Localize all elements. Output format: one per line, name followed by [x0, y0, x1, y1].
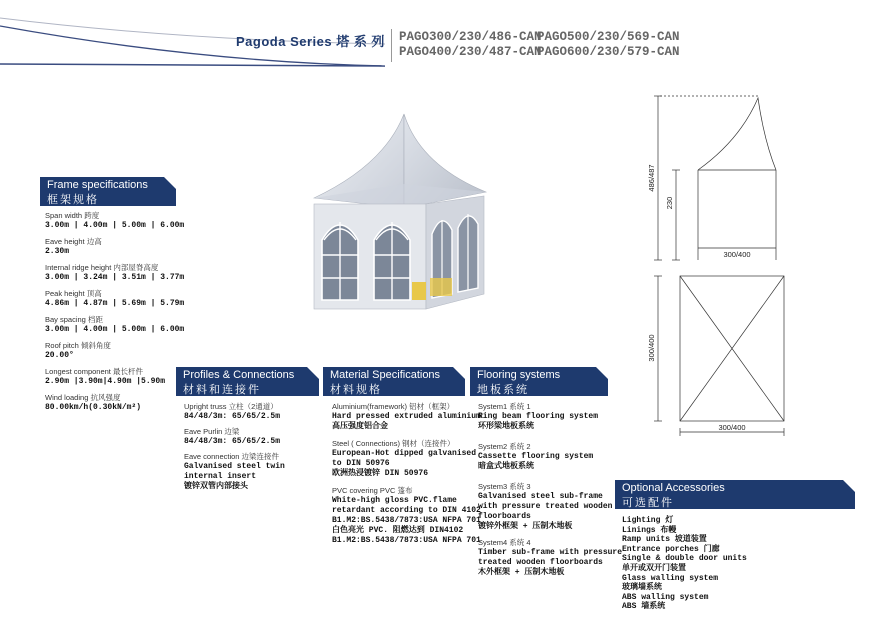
- spec-value: 2.30m: [45, 247, 70, 256]
- material-line: White-high gloss PVC.flame: [332, 496, 457, 505]
- flooring-line: floorboards: [478, 512, 531, 521]
- plan-drawing: [640, 268, 800, 438]
- spec-value: 80.00km/h(0.30kN/m²): [45, 403, 142, 412]
- flooring-line: with pressure treated wooden: [478, 502, 613, 511]
- spec-label: Peak height 顶高: [45, 289, 102, 298]
- flooring-line: Galvanised steel sub-frame: [478, 492, 603, 501]
- profile-value: 84/48/3m: 65/65/2.5m: [184, 412, 281, 421]
- material-label: Aluminium(framework) 铝材（框架）: [332, 402, 455, 411]
- spec-value: 4.86m | 4.87m | 5.69m | 5.79m: [45, 299, 185, 308]
- material-line: 欧洲热浸镀锌 DIN 50976: [332, 469, 429, 478]
- profile-label: Upright truss 立柱（2通道）: [184, 402, 278, 411]
- profile-label: Eave connection 边梁连接件: [184, 452, 280, 461]
- model-code: PAGO500/230/569-CAN: [537, 30, 680, 44]
- material-line: B1.M2:BS.5438/7873:USA NFPA 701: [332, 536, 481, 545]
- flooring-line: 环形梁地板系统: [478, 422, 534, 431]
- accessory-item: 单开或双开门装置: [622, 563, 686, 573]
- accessory-item: Single & double door units: [622, 554, 747, 564]
- series-title: Pagoda Series 塔 系 列: [236, 34, 385, 49]
- material-line: Hard pressed extruded aluminium: [332, 412, 481, 421]
- spec-label: Span width 跨度: [45, 211, 100, 220]
- dim-total-height: 486/487: [647, 164, 656, 192]
- spec-label: Wind loading 抗风强度: [45, 393, 121, 402]
- accessory-item: Lighting 灯: [622, 516, 674, 525]
- spec-label: Internal ridge height 内部屋脊高度: [45, 263, 159, 272]
- dim-elev-width: 300/400: [723, 250, 751, 259]
- spec-value: 3.00m | 4.00m | 5.00m | 6.00m: [45, 221, 185, 230]
- accessory-item: 玻璃墙系统: [622, 583, 662, 593]
- material-line: B1.M2:BS.5438/7873:USA NFPA 701: [332, 516, 481, 525]
- material-label: PVC covering PVC 篷布: [332, 486, 413, 495]
- flooring-line: treated wooden floorboards: [478, 558, 603, 567]
- flooring-line: 暗盒式地板系统: [478, 462, 534, 471]
- flooring-line: 木外框架 + 压制木地板: [478, 568, 565, 577]
- profiles-list: [184, 402, 309, 492]
- profiles-banner: Profiles & Connections 材料和连接件: [176, 367, 319, 396]
- spec-label: Roof pitch 倾斜角度: [45, 341, 111, 350]
- spec-value: 2.90m |3.90m|4.90m |5.90m: [45, 377, 166, 386]
- flooring-label: System4 系统 4: [478, 538, 531, 547]
- flooring-banner: Flooring systems 地板系统: [470, 367, 608, 396]
- spec-value: 20.00°: [45, 351, 74, 360]
- material-label: Steel ( Connections) 钢材（连接件）: [332, 439, 455, 448]
- dim-plan-side: 300/400: [647, 334, 656, 362]
- pagoda-tent-illustration: [300, 110, 490, 315]
- accessory-item: Linings 布幔: [622, 525, 677, 535]
- spec-label: Bay spacing 档距: [45, 315, 103, 324]
- profile-value: 84/48/3m: 65/65/2.5m: [184, 437, 281, 446]
- material-line: retardant according to DIN 4102: [332, 506, 481, 515]
- flooring-line: Timber sub-frame with pressure: [478, 548, 623, 557]
- spec-label: Eave height 边高: [45, 237, 102, 246]
- profile-value-cn: 镀锌双管内部接头: [184, 482, 248, 491]
- model-code: PAGO600/230/579-CAN: [537, 45, 680, 59]
- frame-spec-list: [45, 211, 184, 413]
- accessory-item: ABS walling system: [622, 592, 709, 602]
- profile-value: Galvanised steel twin internal insert: [184, 462, 285, 481]
- elevation-drawing: [640, 90, 790, 265]
- frame-specs-banner: Frame specifications 框架规格: [40, 177, 176, 206]
- model-code: PAGO300/230/486-CAN: [399, 30, 542, 44]
- flooring-label: System1 系统 1: [478, 402, 531, 411]
- spec-value: 3.00m | 3.24m | 3.51m | 3.77m: [45, 273, 185, 282]
- material-line: 白色亮光 PVC. 阻燃达到 DIN4102: [332, 526, 464, 535]
- material-list: [332, 402, 481, 546]
- profile-label: Eave Purlin 边梁: [184, 427, 240, 436]
- model-code: PAGO400/230/487-CAN: [399, 45, 542, 59]
- material-banner: Material Specifications 材料规格: [323, 367, 465, 396]
- spec-label: Longest component 最长杆件: [45, 367, 143, 376]
- model-codes: [399, 30, 680, 60]
- material-line: European-Hot dipped galvanised: [332, 449, 477, 458]
- flooring-list: [478, 402, 622, 578]
- flooring-line: 镀锌外框架 + 压制木地板: [478, 522, 573, 531]
- spec-value: 3.00m | 4.00m | 5.00m | 6.00m: [45, 325, 185, 334]
- dim-plan-bottom: 300/400: [718, 423, 746, 432]
- material-line: 高压强度铝合金: [332, 422, 388, 431]
- flooring-line: Cassette flooring system: [478, 452, 594, 461]
- dim-eave-height: 230: [665, 196, 674, 210]
- accessory-item: Entrance porches 门廊: [622, 544, 720, 554]
- flooring-label: System2 系统 2: [478, 442, 531, 451]
- accessory-item: ABS 墙系统: [622, 602, 666, 612]
- accessories-banner: Optional Accessories 可选配件: [615, 480, 855, 509]
- header-divider: [391, 29, 392, 62]
- accessory-item: Ramp units 坡道装置: [622, 535, 707, 545]
- accessory-item: Glass walling system: [622, 573, 719, 583]
- accessories-list: [622, 516, 747, 612]
- material-line: to DIN 50976: [332, 459, 390, 468]
- flooring-label: System3 系统 3: [478, 482, 531, 491]
- flooring-line: Ring beam flooring system: [478, 412, 599, 421]
